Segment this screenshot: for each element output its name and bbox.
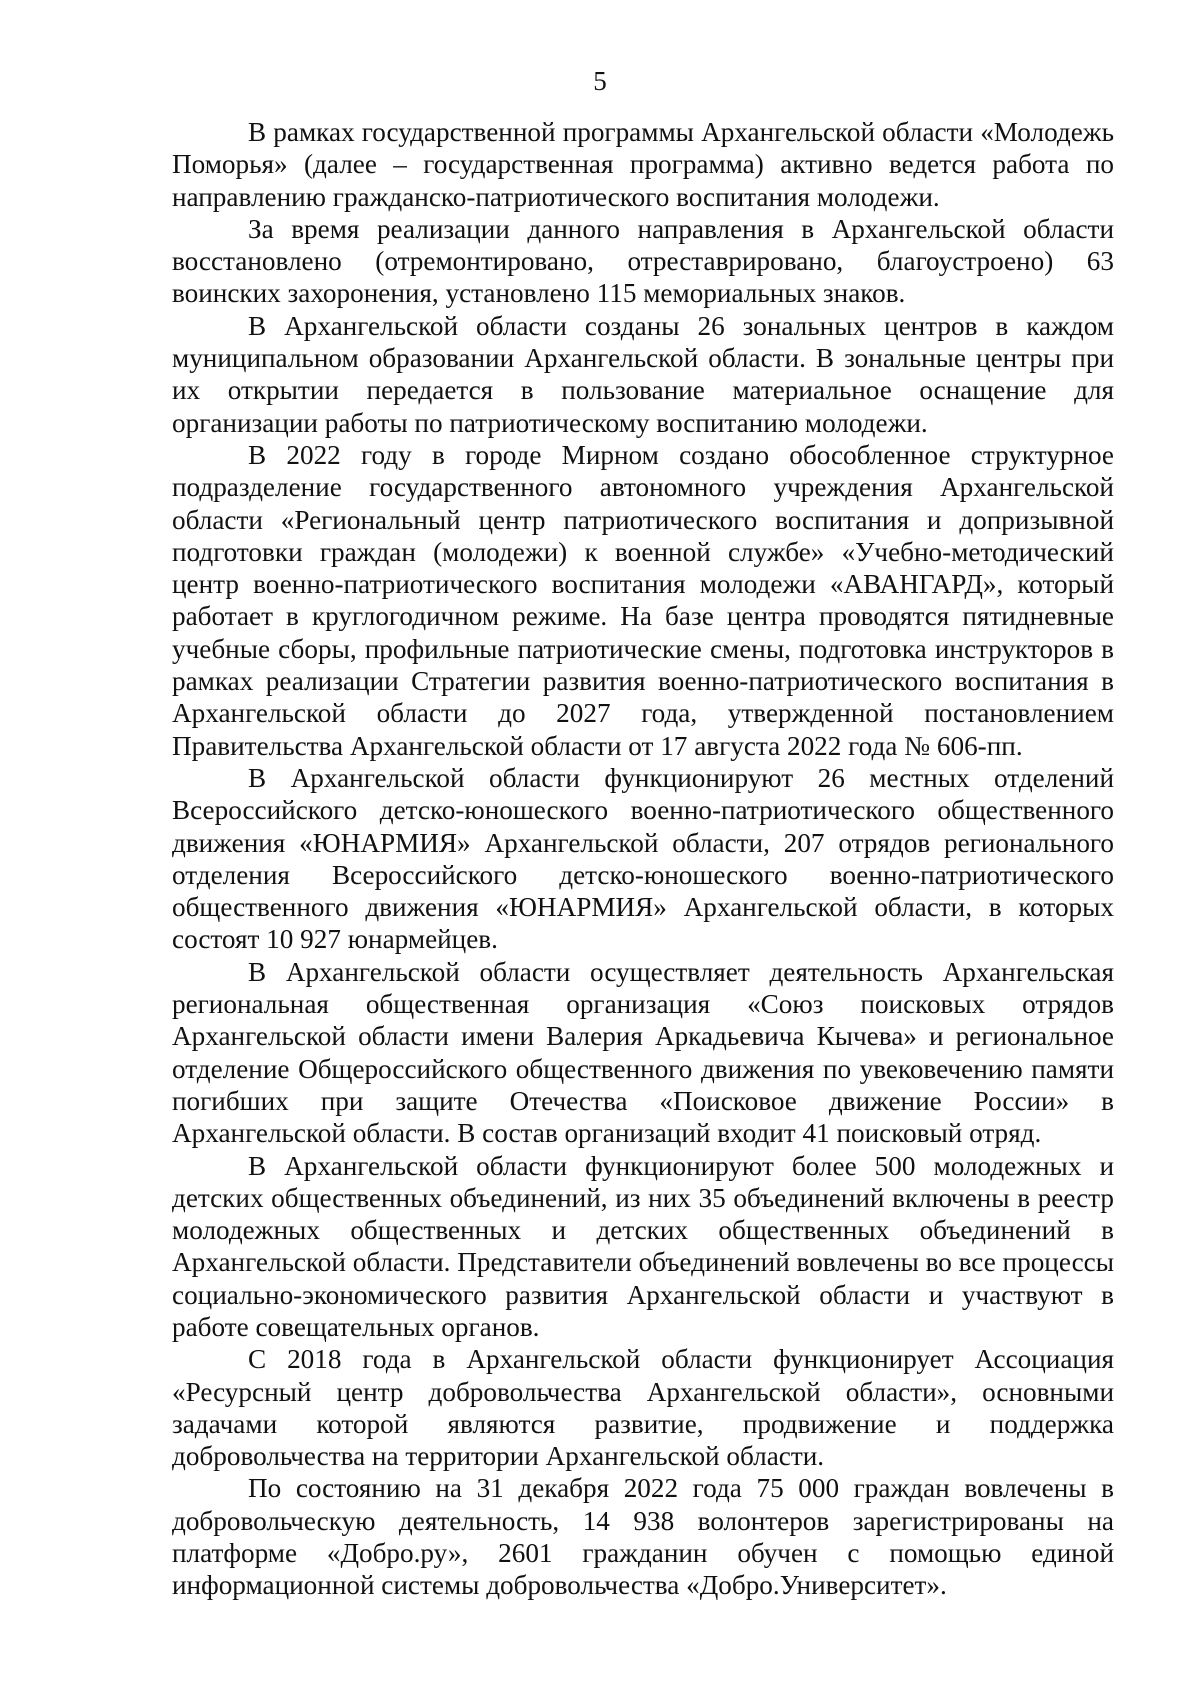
paragraph-zonal-centers: В Архангельской области созданы 26 зональных центров в каждом муниципальном образовании Архангельской области. В зональные центры при их открытии передается в пользование материальное оснащение для организации работы по патриотическому воспитанию молодежи. bbox=[172, 310, 1114, 438]
paragraph-youth-associations: В Архангельской области функционируют более 500 молодежных и детских общественных объединений, из них 35 объединений включены в реестр молодежных общественных и детских общественных объединений в Архангельской области. Представители объединений вовлечены во все процессы социально-экономического развития Архангельской области и участвуют в работе совещательных органов. bbox=[172, 1150, 1114, 1342]
paragraph-volunteer-statistics: По состоянию на 31 декабря 2022 года 75 000 граждан вовлечены в добровольческую деятельность, 14 938 волонтеров зарегистрированы на платформе «Добро.ру», 2601 гражданин обучен с помощью единой информационной системы добровольчества «Добро.Университет». bbox=[172, 1473, 1114, 1601]
paragraph-yunarmiya: В Архангельской области функционируют 26 местных отделений Всероссийского детско-юношеского военно-патриотического общественного движения «ЮНАРМИЯ» Архангельской области, 207 отрядов регионального отделения Всероссийского детско-юношеского военно-патриотического общественного движения «ЮНАРМИЯ» Архангельской области, в которых состоят 10 927 юнармейцев. bbox=[172, 762, 1114, 955]
paragraph-avangard-center: В 2022 году в городе Мирном создано обособленное структурное подразделение государственного автономного учреждения Архангельской области «Региональный центр патриотического воспитания и допризывной подготовки граждан (молодежи) к военной службе» «Учебно-методический центр военно-патриотического воспитания молодежи «АВАНГАРД», который работает в круглогодичном режиме. На базе центра проводятся пятидневные учебные сборы, профильные патриотические смены, подготовка инструкторов в рамках реализации Стратегии развития военно-патриотического воспитания в Архангельской области до 2027 года, утвержденной постановлением Правительства Архангельской области от 17 августа 2022 года № 606-пп. bbox=[172, 439, 1114, 761]
paragraph-military-burials: За время реализации данного направления в Архангельской области восстановлено (отремонтировано, отреставрировано, благоустроено) 63 воинских захоронения, установлено 115 мемориальных знаков. bbox=[172, 213, 1114, 309]
paragraph-search-detachments: В Архангельской области осуществляет деятельность Архангельская региональная общественная организация «Союз поисковых отрядов Архангельской области имени Валерия Аркадьевича Кычева» и региональное отделение Общероссийского общественного движения по увековечению памяти погибших при защите Отечества «Поисковое движение России» в Архангельской области. В состав организаций входит 41 поисковый отряд. bbox=[172, 956, 1114, 1149]
page-number: 5 bbox=[593, 66, 607, 96]
paragraph-youth-program: В рамках государственной программы Архангельской области «Молодежь Поморья» (далее – государственная программа) активно ведется работа по направлению гражданско-патриотического воспитания молодежи. bbox=[172, 117, 1114, 212]
document-body bbox=[172, 116, 1114, 1602]
paragraph-volunteer-resource-center: С 2018 года в Архангельской области функционирует Ассоциация «Ресурсный центр добровольчества Архангельской области», основными задачами которой являются развитие, продвижение и поддержка добровольчества на территории Архангельской области. bbox=[172, 1344, 1114, 1472]
